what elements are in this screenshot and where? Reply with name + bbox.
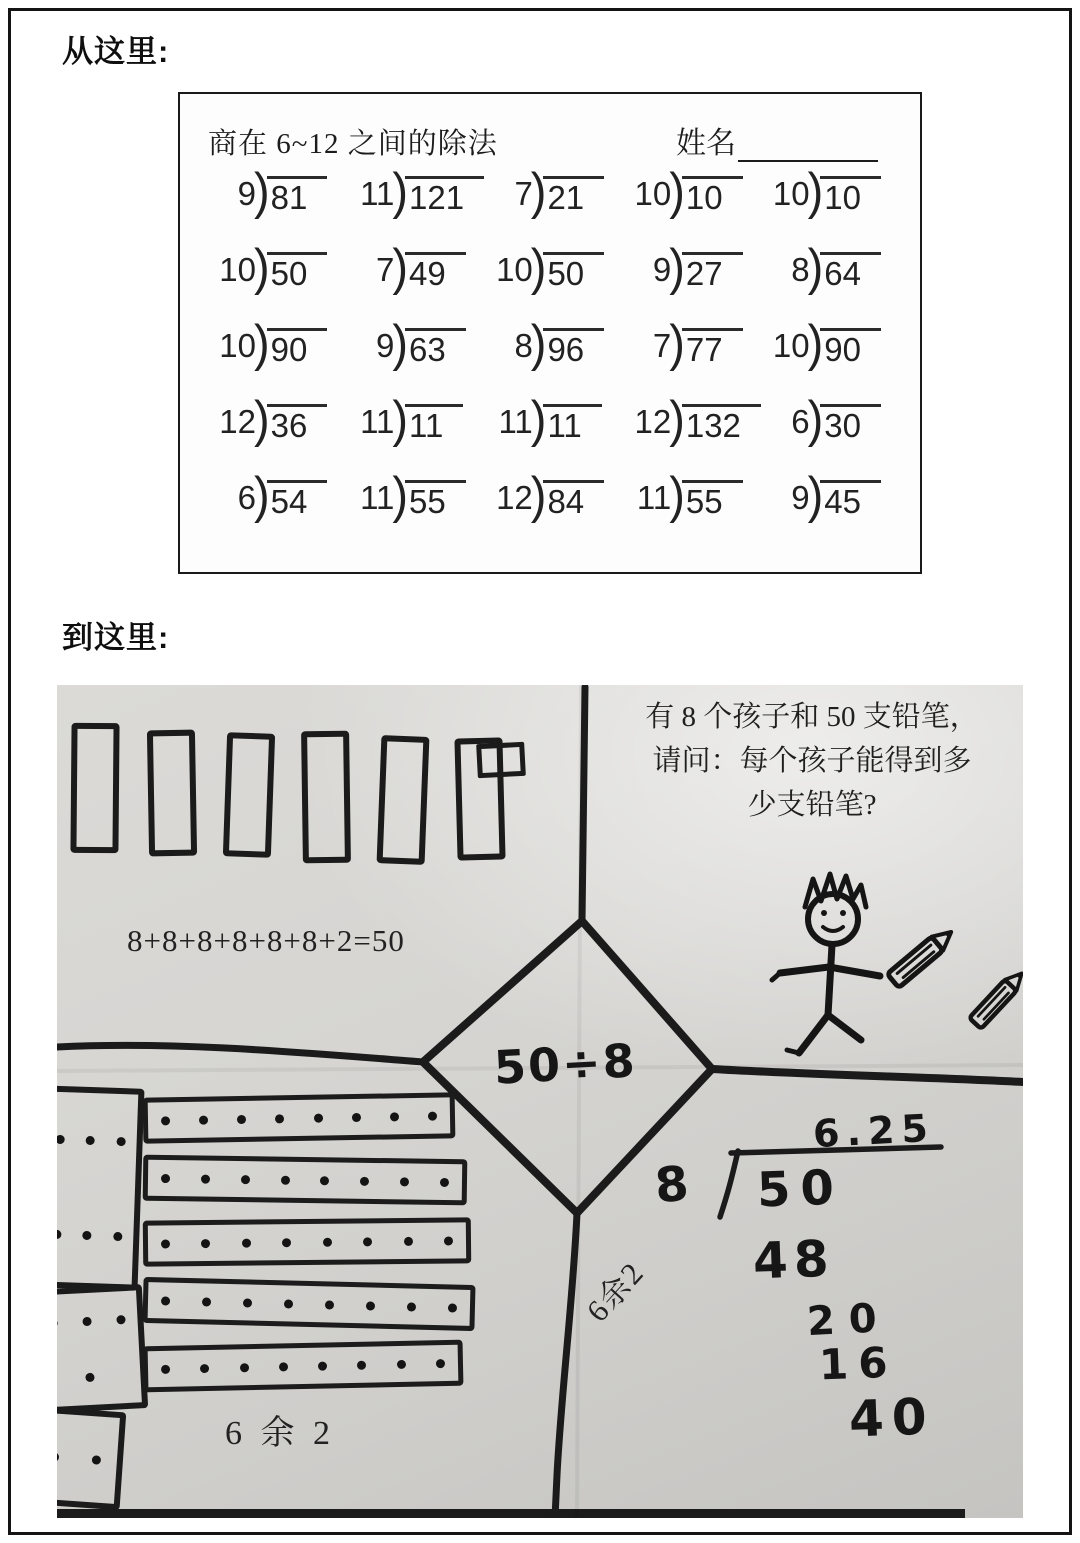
- dot: [237, 1114, 246, 1123]
- division-bracket: ): [530, 466, 547, 524]
- dot: [279, 1362, 288, 1371]
- dot: [83, 1231, 92, 1240]
- left-divider-line: [57, 1045, 423, 1062]
- tally-boxes-group: [71, 723, 504, 864]
- worksheet-header: [208, 118, 878, 162]
- stick-figure-and-pencils-drawing: [747, 867, 1023, 1072]
- dot: [57, 1452, 59, 1462]
- dot: [363, 1237, 372, 1246]
- student-work-photo: [57, 685, 1023, 1518]
- division-problem: [210, 314, 348, 404]
- dot: [117, 1137, 126, 1146]
- edge-strip-3: [57, 1406, 126, 1510]
- dot: [91, 1455, 101, 1465]
- worksheet-title: 商在 6~12 之间的除法: [208, 128, 498, 160]
- dividend: 21: [543, 176, 604, 216]
- counting-strip: [143, 1340, 464, 1393]
- divisor: 6: [237, 479, 256, 516]
- division-problem: [348, 238, 486, 328]
- division-bracket: [720, 1151, 738, 1217]
- word-problem-line-1: 有 8 个孩子和 50 支铅笔，: [645, 701, 979, 733]
- smile: [823, 927, 843, 931]
- division-problem: [210, 466, 348, 556]
- dot: [320, 1176, 329, 1185]
- section-to-label: 到这里:: [62, 620, 170, 655]
- division-problem: [625, 390, 763, 480]
- dot: [407, 1302, 416, 1311]
- remainder-diagonal-label: 6余2: [579, 1254, 651, 1329]
- dot: [57, 1230, 61, 1239]
- dot: [199, 1115, 208, 1124]
- dot: [161, 1116, 170, 1125]
- long-division-step: 20: [805, 1294, 892, 1346]
- division-problem: [764, 390, 902, 480]
- division-problem: [487, 162, 625, 252]
- division-bracket: ): [530, 390, 547, 448]
- division-problem: [625, 238, 763, 328]
- divisor: 7: [376, 251, 395, 288]
- division-bracket: ): [392, 238, 409, 296]
- division-problem: [487, 390, 625, 480]
- dividend: 50: [543, 252, 604, 292]
- dividend: 64: [820, 252, 881, 292]
- dividend: 55: [405, 480, 466, 520]
- dividend: 77: [682, 328, 743, 368]
- divisor: 6: [791, 403, 810, 440]
- dot: [397, 1359, 406, 1368]
- divisor: 11: [636, 479, 672, 516]
- dividend: 55: [682, 480, 743, 520]
- dot: [202, 1297, 211, 1306]
- edge-strip-2: [57, 1284, 148, 1414]
- dot: [403, 1236, 412, 1245]
- division-bracket: ): [254, 238, 270, 296]
- divisor: 7: [652, 327, 672, 364]
- dividend: 11: [543, 404, 601, 444]
- dividend: 49: [405, 252, 466, 292]
- division-bracket: ): [530, 238, 547, 296]
- left-leg: [799, 1015, 828, 1053]
- dot: [161, 1239, 170, 1248]
- right-eye: [840, 910, 846, 916]
- bottom-divider-line: [555, 1213, 577, 1518]
- counting-strip: [143, 1155, 468, 1206]
- dot: [116, 1315, 125, 1324]
- division-problem: [487, 238, 625, 328]
- division-problem: [348, 162, 486, 252]
- dividend: 132: [682, 404, 761, 444]
- remainder-caption: 6 余 2: [225, 1415, 335, 1452]
- dividend: 50: [267, 252, 328, 292]
- divisor: 11: [360, 479, 395, 516]
- dot: [280, 1175, 289, 1184]
- long-division-step: 48: [752, 1229, 836, 1291]
- dividend: 45: [820, 480, 881, 520]
- divisor: 8: [514, 327, 533, 364]
- dividend: 90: [820, 328, 881, 368]
- division-problem: [348, 390, 486, 480]
- dot: [436, 1359, 445, 1368]
- division-bracket: ): [807, 238, 824, 296]
- division-problem: [625, 314, 763, 404]
- body: [828, 945, 832, 1015]
- division-problem: [764, 314, 902, 404]
- dividend: 121: [405, 176, 484, 216]
- word-problem-text: [597, 695, 1023, 827]
- long-division-dividend: 50: [756, 1159, 845, 1219]
- dot: [366, 1301, 375, 1310]
- dot: [313, 1113, 322, 1122]
- name-underline: [738, 128, 878, 162]
- division-problem: [625, 162, 763, 252]
- center-division-expression: 50÷8: [492, 1033, 638, 1095]
- word-problem-line-2: 请问：每个孩子能得到多: [652, 745, 972, 777]
- name-field: [676, 118, 878, 162]
- dot: [440, 1177, 449, 1186]
- dot: [352, 1112, 361, 1121]
- long-division-step: 40: [848, 1387, 936, 1449]
- dot: [201, 1174, 210, 1183]
- dot: [161, 1173, 170, 1182]
- dot: [57, 1135, 65, 1144]
- division-bracket: ): [392, 390, 409, 448]
- division-problems-grid: [210, 162, 902, 556]
- dot: [113, 1232, 122, 1241]
- division-problem: [487, 466, 625, 556]
- divisor: 9: [237, 175, 256, 212]
- dot: [318, 1361, 327, 1370]
- dividend: 96: [543, 328, 604, 368]
- counting-strip: [143, 1092, 456, 1143]
- division-problem: [210, 162, 348, 252]
- long-division-step: 16: [818, 1337, 899, 1390]
- dividend: 90: [267, 328, 328, 368]
- division-bracket: ): [669, 238, 685, 296]
- division-bracket: ): [392, 314, 409, 372]
- division-bracket: ): [254, 466, 270, 524]
- dividend: 30: [820, 404, 881, 444]
- tally-small-box: [476, 742, 526, 778]
- division-bracket: ): [392, 162, 409, 220]
- left-foot: [787, 1050, 799, 1053]
- dividend: 81: [267, 176, 328, 216]
- tally-box: [147, 730, 197, 857]
- division-problem: [210, 390, 348, 480]
- division-bracket: ): [807, 162, 824, 220]
- dividend: 63: [405, 328, 466, 368]
- repeated-addition-equation: 8+8+8+8+8+8+2=50: [127, 923, 405, 958]
- divisor: 9: [376, 327, 395, 364]
- left-hand: [772, 973, 780, 980]
- divisor: 11: [498, 403, 533, 440]
- divisor: 10: [634, 175, 672, 212]
- dot: [325, 1300, 334, 1309]
- divisor: 10: [219, 327, 256, 364]
- head: [808, 894, 858, 944]
- divisor: 9: [791, 479, 810, 516]
- division-bracket: ): [254, 390, 270, 448]
- dot: [239, 1363, 248, 1372]
- dividend: 36: [267, 404, 328, 444]
- dot: [242, 1238, 251, 1247]
- division-problem: [764, 238, 902, 328]
- division-bracket: ): [807, 466, 824, 524]
- name-label: 姓名: [676, 127, 736, 160]
- dividend: 54: [267, 480, 328, 520]
- dot: [241, 1175, 250, 1184]
- divisor: 10: [772, 327, 810, 364]
- division-bracket: ): [669, 466, 685, 524]
- division-bracket: ): [669, 390, 685, 448]
- dot: [360, 1176, 369, 1185]
- dot: [82, 1316, 91, 1325]
- division-bracket: ): [392, 466, 409, 524]
- division-worksheet: [178, 92, 922, 574]
- tally-box: [223, 732, 275, 858]
- dot: [161, 1364, 170, 1373]
- section-from-label: 从这里:: [62, 34, 170, 69]
- dot: [428, 1111, 437, 1120]
- division-bracket: ): [530, 162, 547, 220]
- division-problem: [348, 314, 486, 404]
- division-problem: [764, 466, 902, 556]
- tally-box: [301, 731, 351, 864]
- divisor: 8: [791, 251, 810, 288]
- division-problem: [487, 314, 625, 404]
- dot: [448, 1303, 457, 1312]
- division-bracket: ): [669, 162, 685, 220]
- divisor: 12: [219, 403, 256, 440]
- word-problem-line-3: 少支铅笔?: [747, 789, 877, 821]
- divisor: 10: [219, 251, 256, 288]
- dot: [357, 1360, 366, 1369]
- dot: [201, 1239, 210, 1248]
- dot: [243, 1298, 252, 1307]
- dot: [161, 1296, 170, 1305]
- dot: [400, 1177, 409, 1186]
- dot: [444, 1236, 453, 1245]
- divisor: 11: [360, 403, 395, 440]
- dividend: 11: [405, 404, 463, 444]
- counting-strip: [142, 1277, 475, 1331]
- counting-strip: [143, 1217, 471, 1266]
- division-problem: [764, 162, 902, 252]
- division-bracket: ): [807, 390, 824, 448]
- division-bracket: ): [254, 162, 270, 220]
- dot: [86, 1136, 95, 1145]
- divisor: 10: [772, 175, 810, 212]
- long-division-quotient: 6.25: [811, 1105, 936, 1157]
- divisor: 7: [514, 175, 533, 212]
- dot: [275, 1114, 284, 1123]
- division-problem: [210, 238, 348, 328]
- dot: [200, 1363, 209, 1372]
- counting-strips-group: [143, 1095, 455, 1405]
- dividend: 10: [820, 176, 881, 216]
- division-bracket: ): [807, 314, 824, 372]
- dot: [390, 1112, 399, 1121]
- left-eye: [821, 910, 827, 916]
- edge-strip-1: [57, 1085, 144, 1291]
- pencil-2: [969, 968, 1023, 1029]
- divisor: 9: [652, 251, 672, 288]
- division-bracket: ): [254, 314, 270, 372]
- tally-box: [70, 723, 119, 853]
- right-leg: [828, 1015, 861, 1040]
- dividend: 84: [543, 480, 604, 520]
- division-problem: [625, 466, 763, 556]
- divisor: 11: [360, 175, 395, 212]
- dot: [85, 1372, 94, 1381]
- dividend: 27: [682, 252, 743, 292]
- division-bracket: ): [530, 314, 547, 372]
- divisor: 12: [634, 403, 672, 440]
- dividend: 10: [682, 176, 743, 216]
- long-division-divisor: 8: [652, 1155, 691, 1215]
- dot: [284, 1299, 293, 1308]
- tally-box: [377, 735, 430, 865]
- dot: [323, 1237, 332, 1246]
- dot: [282, 1238, 291, 1247]
- division-problem: [348, 466, 486, 556]
- divisor: 12: [496, 479, 533, 516]
- divisor: 10: [496, 251, 533, 288]
- pencil-1: [887, 925, 957, 988]
- top-divider-line: [582, 687, 585, 921]
- division-bracket: ): [669, 314, 685, 372]
